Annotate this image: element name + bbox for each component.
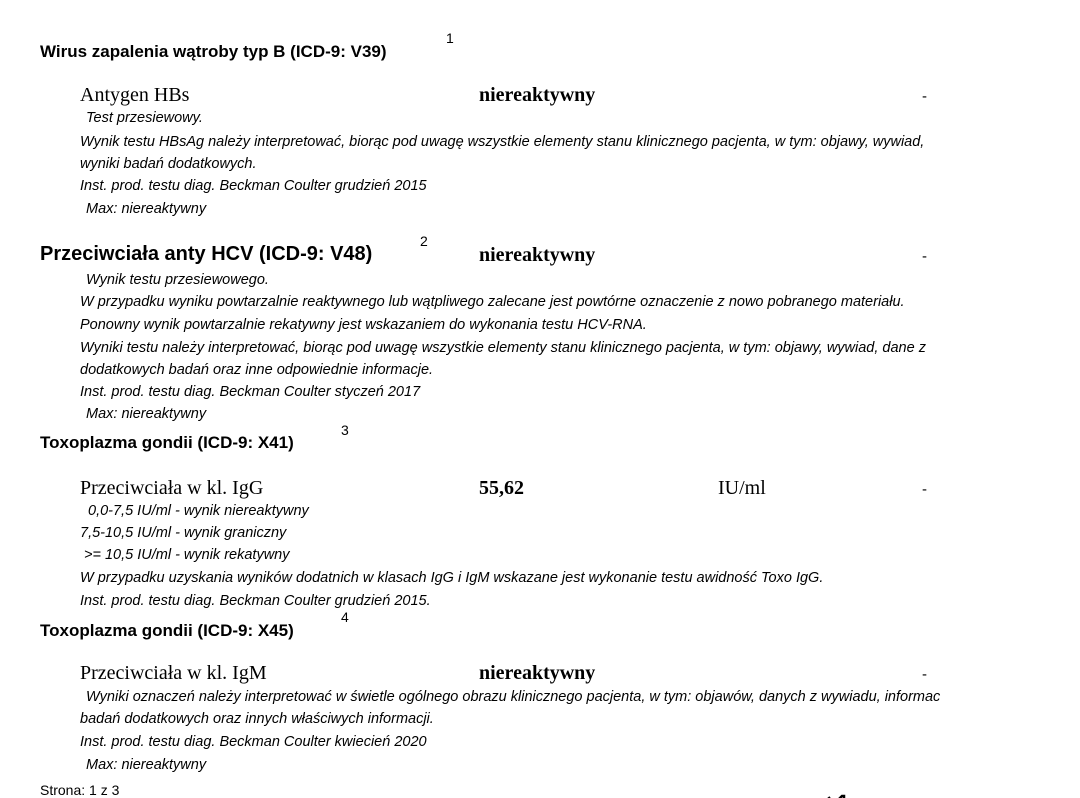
section-1-result: niereaktywny [479,84,596,106]
cropped-glyph-fragment [822,789,848,798]
section-2-result: niereaktywny [479,244,596,266]
section-4-note: Wyniki oznaczeń należy interpretować w świetle ogólnego obrazu klinicznego pacjenta, w tym: objawów, danych z wywiadu, informac [86,689,941,705]
section-4-result: niereaktywny [479,662,596,684]
section-3-flag: - [922,481,927,498]
section-3-result: 55,62 [479,477,524,499]
section-2-footnote: 2 [420,233,428,249]
section-1-note: Test przesiewowy. [86,110,203,126]
section-3-title: Toxoplazma gondii (ICD-9: X41) [40,433,294,452]
section-2-note: dodatkowych badań oraz inne odpowiednie informacje. [80,362,434,378]
section-4-flag: - [922,666,927,683]
section-4-footnote: 4 [341,609,349,625]
section-3-note: Inst. prod. testu diag. Beckman Coulter grudzień 2015. [80,593,431,609]
section-1-note: Max: niereaktywny [86,201,207,217]
section-3-note: W przypadku uzyskania wyników dodatnich w klasach IgG i IgM wskazane jest wykonanie testu awidność Toxo IgG. [80,570,824,586]
section-1-note: Inst. prod. testu diag. Beckman Coulter grudzień 2015 [80,178,427,194]
section-3-note: 7,5-10,5 IU/ml - wynik graniczny [80,525,287,541]
section-2-note: Inst. prod. testu diag. Beckman Coulter styczeń 2017 [80,384,421,400]
section-4-note: Max: niereaktywny [86,757,207,773]
section-1-footnote: 1 [446,30,454,46]
section-2-note: Ponowny wynik powtarzalnie rekatywny jest wskazaniem do wykonania testu HCV-RNA. [80,317,647,333]
section-1-title: Wirus zapalenia wątroby typ B (ICD-9: V39) [40,42,387,61]
section-2-note: Wynik testu przesiewowego. [86,272,269,288]
section-2-flag: - [922,248,927,265]
section-2-note: W przypadku wyniku powtarzalnie reaktywnego lub wątpliwego zalecane jest powtórne oznaczenie z nowo pobranego materiału. [80,294,905,310]
section-4-note: Inst. prod. testu diag. Beckman Coulter kwiecień 2020 [80,734,427,750]
section-1-note: wyniki badań dodatkowych. [80,156,257,172]
section-4-title: Toxoplazma gondii (ICD-9: X45) [40,621,294,640]
section-2-note: Wyniki testu należy interpretować, biorąc pod uwagę wszystkie elementy stanu klinicznego pacjenta, w tym: objawy, wywiad, dane z [80,340,926,356]
section-3-note: >= 10,5 IU/ml - wynik rekatywny [84,547,290,563]
section-4-test-name: Przeciwciała w kl. IgM [80,662,267,684]
section-1-flag: - [922,88,927,105]
section-1-test-name: Antygen HBs [80,84,190,106]
section-3-test-name: Przeciwciała w kl. IgG [80,477,264,499]
section-3-unit: IU/ml [718,477,766,499]
section-1-note: Wynik testu HBsAg należy interpretować, biorąc pod uwagę wszystkie elementy stanu klinicznego pacjenta, w tym: objawy, wywiad, [80,134,925,150]
section-2-title: Przeciwciała anty HCV (ICD-9: V48) [40,243,373,265]
section-4-note: badań dodatkowych oraz innych właściwych informacji. [80,711,434,727]
page-number: Strona: 1 z 3 [40,782,120,798]
section-3-note: 0,0-7,5 IU/ml - wynik niereaktywny [88,503,309,519]
section-3-footnote: 3 [341,422,349,438]
section-2-note: Max: niereaktywny [86,406,207,422]
